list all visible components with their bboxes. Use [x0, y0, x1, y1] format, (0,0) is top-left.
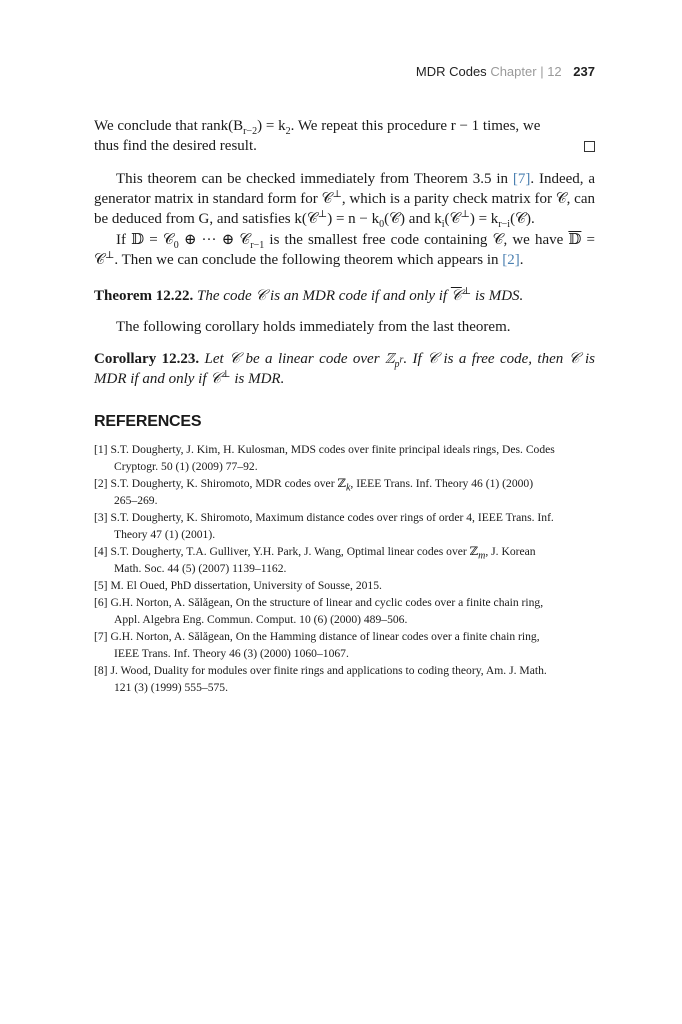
corollary-12-23: Corollary 12.23. Let 𝒞 be a linear code over ℤ$_{p^r}$. If 𝒞 is a free code, then 𝒞 is MDR if and only if 𝒞⊥ is MDR.	[94, 351, 596, 387]
reference-item: [7] G.H. Norton, A. Sălăgean, On the Hamming distance of linear codes over a finite chain ring, IEEE Trans. Inf. Theory 46 (3) (2000) 1060–1067.	[94, 630, 540, 660]
citation-link[interactable]: [2]	[502, 252, 520, 268]
chapter-label: Chapter	[490, 64, 537, 79]
theorem-12-22: Theorem 12.22. The code 𝒞 is an MDR code if and only if 𝒞⊥ is MDS.	[94, 286, 524, 304]
header-separator: |	[540, 64, 544, 79]
paragraph-theorem-check: This theorem can be checked immediately from Theorem 3.5 in [7]. Indeed, a generator matrix in standard form for 𝒞⊥, which is a parity check matrix for 𝒞, can be deduced from G, and satisfies k(𝒞⊥) = $n - k_0(𝒞)$ and $k_i(𝒞^\perp)$ = $k_{r-i}(𝒞)$.	[94, 171, 596, 230]
paragraph-corollary-intro: The following corollary holds immediately from the last theorem.	[116, 319, 511, 335]
references-heading: REFERENCES	[94, 413, 202, 430]
chapter-number: 12	[547, 64, 562, 79]
reference-item: [6] G.H. Norton, A. Sălăgean, On the structure of linear and cyclic codes over a finite chain ring, Appl. Algebra Eng. Commun. Comput. 10 (6) (2000) 489–506.	[94, 596, 544, 626]
reference-item: [3] S.T. Dougherty, K. Shiromoto, Maximum distance codes over rings of order 4, IEEE Trans. Inf. Theory 47 (1) (2001).	[94, 511, 554, 541]
reference-item: [1] S.T. Dougherty, J. Kim, H. Kulosman, MDS codes over finite principal ideals rings, Des. Codes Cryptogr. 50 (1) (2009) 77–92.	[94, 443, 555, 473]
running-header	[94, 64, 595, 79]
qed-symbol	[584, 141, 595, 152]
theorem-label: Theorem 12.22.	[94, 288, 194, 304]
book-title: MDR Codes	[415, 64, 487, 79]
corollary-label: Corollary 12.23.	[94, 351, 200, 367]
citation-link[interactable]: [7]	[512, 171, 531, 187]
reference-item: [2] S.T. Dougherty, K. Shiromoto, MDR codes over ℤ$_k$, IEEE Trans. Inf. Theory 46 (1) (2000) 265–269.	[94, 477, 534, 507]
reference-item: [5] M. El Oued, PhD dissertation, University of Sousse, 2015.	[94, 579, 382, 592]
paragraph-free-code: If 𝔻 = 𝒞$_0$ ⊕ ··· ⊕ 𝒞$_{r-1}$ is the smallest free code containing 𝒞, we have 𝔻 = 𝒞⊥. Then we can conclude the following theorem which appears in [2].	[94, 232, 595, 268]
paragraph-conclusion: We conclude that $rank(B_{r-2}) = k_2$. We repeat this procedure r − 1 times, we thus find the desired result.	[94, 116, 595, 156]
reference-item: [8] J. Wood, Duality for modules over finite rings and applications to coding theory, Am. J. Math. 121 (3) (1999) 555–575.	[94, 664, 547, 694]
reference-item: [4] S.T. Dougherty, T.A. Gulliver, Y.H. Park, J. Wang, Optimal linear codes over ℤ$_m$, J. Korean Math. Soc. 44 (5) (2007) 1139–1162.	[94, 545, 536, 575]
page-number: 237	[573, 64, 595, 79]
references-list	[94, 441, 595, 696]
